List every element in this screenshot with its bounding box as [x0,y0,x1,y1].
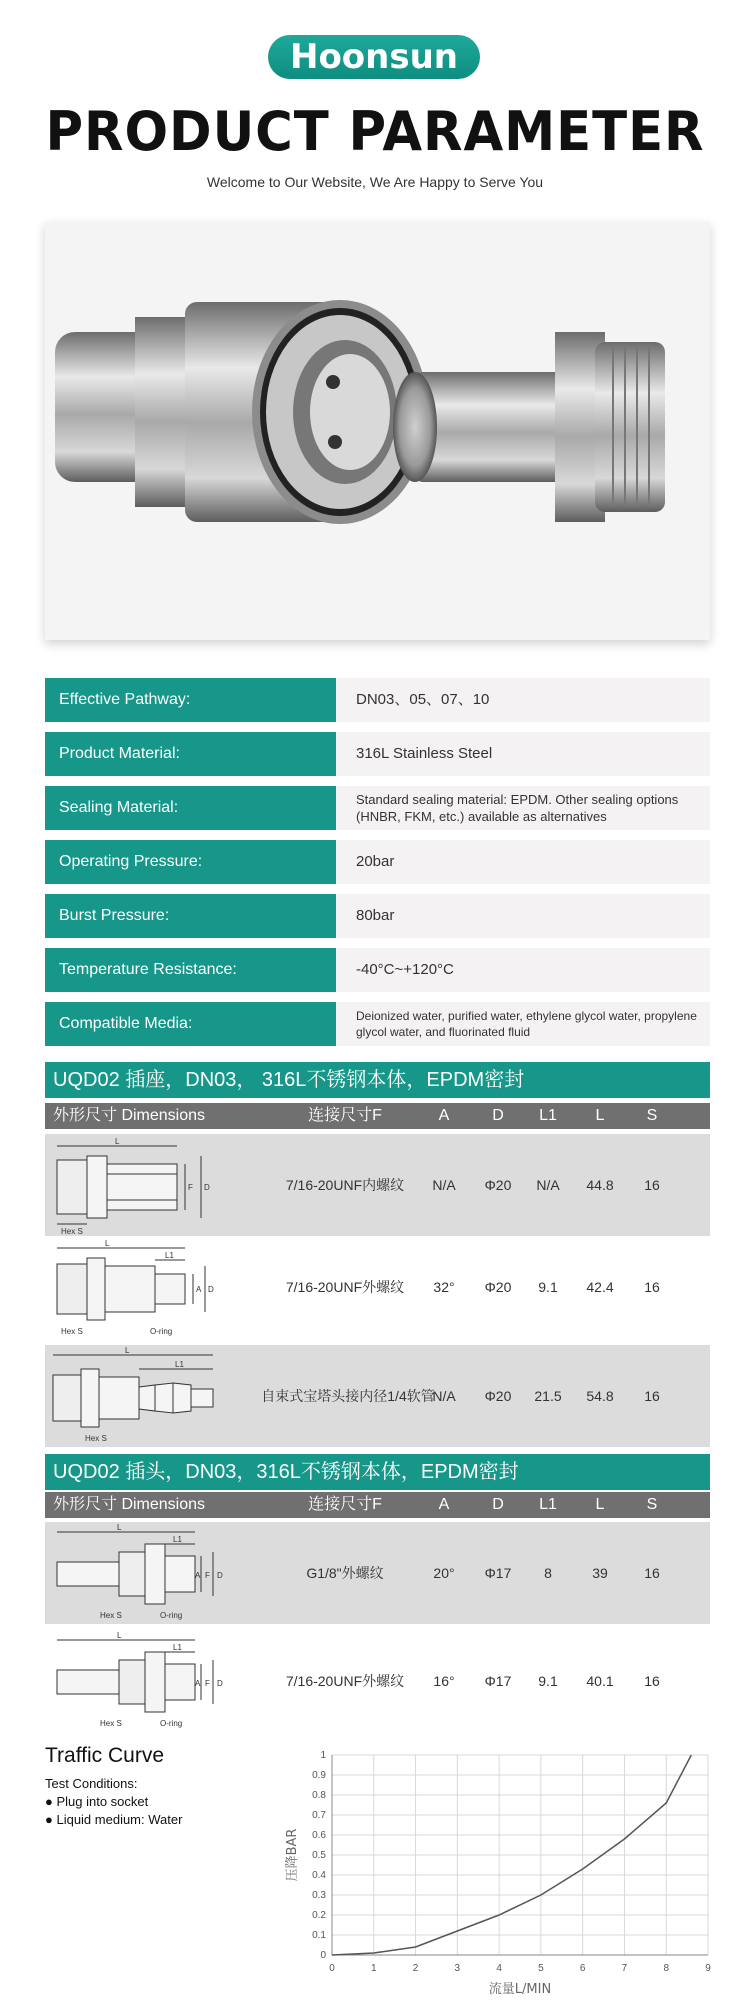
val-l1: 9.1 [538,1673,558,1689]
label-l: L [115,1137,120,1146]
x-tick-label: 1 [370,1963,377,1974]
table-row [45,1630,710,1732]
param-label: Compatible Media: [45,1002,336,1046]
param-value: DN03、05、07、10 [336,678,710,722]
param-value: 20bar [336,840,710,884]
x-tick-label: 8 [663,1963,670,1974]
val-l: 44.8 [586,1177,614,1193]
label-hex: Hex S [85,1434,107,1443]
param-row-media [45,1002,710,1046]
col-l1: L1 [539,1496,557,1513]
brand-logo: Hoonsun [268,35,480,79]
param-label: Burst Pressure: [45,894,336,938]
label-oring: O-ring [160,1719,183,1728]
label-d: D [204,1183,210,1192]
y-tick-label: 0.6 [312,1830,326,1841]
val-l: 40.1 [586,1673,614,1689]
socket-column-header [45,1103,710,1129]
y-tick-label: 0.3 [312,1890,326,1901]
condition-item: ● Plug into socket [45,1794,149,1809]
y-tick-label: 0.1 [312,1930,326,1941]
val-a: 32° [433,1279,455,1295]
y-tick-label: 0.8 [312,1790,326,1801]
param-row-pathway [45,678,710,722]
socket-drawing-3 [45,1345,245,1447]
plug-drawing-1 [45,1522,245,1624]
plug-section-heading: UQD02 插头，DN03，316L不锈钢本体，EPDM密封 [45,1454,710,1490]
val-a: N/A [432,1388,456,1404]
param-row-operating-pressure [45,840,710,884]
param-value: Standard sealing material: EPDM. Other sealing options (HNBR, FKM, etc.) available as alternatives [336,786,710,830]
param-value: 316L Stainless Steel [336,732,710,776]
col-l: L [595,1107,605,1124]
label-oring: O-ring [150,1327,173,1336]
col-a: A [438,1107,450,1124]
label-f: F [205,1571,210,1580]
label-d: D [217,1679,223,1688]
x-tick-label: 3 [454,1963,461,1974]
col-d: D [492,1496,504,1513]
val-l1: 21.5 [534,1388,562,1404]
y-tick-label: 0 [320,1950,326,1961]
x-tick-label: 4 [496,1963,502,1974]
conn-size: 7/16-20UNF外螺纹 [285,1673,405,1689]
col-a: A [438,1496,450,1513]
param-row-sealing [45,786,710,830]
col-l1: L1 [539,1107,557,1124]
socket-drawing-1 [45,1134,245,1236]
table-row [45,1236,710,1338]
table-row [45,1134,710,1236]
label-l1: L1 [173,1643,182,1652]
label-a: A [196,1285,202,1294]
val-l: 54.8 [586,1388,614,1404]
label-d: D [208,1285,214,1294]
label-l: L [125,1346,130,1355]
x-tick-label: 2 [412,1963,419,1974]
param-value: -40°C~+120°C [336,948,710,992]
val-d: Φ17 [484,1673,512,1689]
condition-text: Plug into socket [56,1794,149,1809]
val-l1: 8 [544,1565,552,1581]
col-dimensions: 外形尺寸 Dimensions [53,1496,206,1513]
label-oring: O-ring [160,1611,183,1620]
conditions-label: Test Conditions: [45,1776,138,1791]
y-tick-label: 0.4 [312,1870,326,1881]
x-tick-label: 0 [329,1963,335,1974]
label-f: F [205,1679,210,1688]
table-row [45,1345,710,1447]
val-s: 16 [644,1177,660,1193]
param-label: Temperature Resistance: [45,948,336,992]
col-s: S [646,1107,658,1124]
conn-size: G1/8"外螺纹 [306,1565,384,1581]
label-l: L [117,1631,122,1640]
y-axis-label: 压降BAR [285,1828,300,1882]
val-s: 16 [644,1388,660,1404]
val-a: 16° [433,1673,455,1689]
y-tick-label: 1 [320,1750,326,1761]
label-l: L [117,1523,122,1532]
col-connection: 连接尺寸F [308,1496,382,1513]
curve-title: Traffic Curve [45,1744,165,1767]
val-s: 16 [644,1565,660,1581]
x-tick-label: 7 [621,1963,628,1974]
socket-drawing-2 [45,1236,245,1338]
param-label: Operating Pressure: [45,840,336,884]
conn-size: 7/16-20UNF外螺纹 [285,1279,405,1295]
label-hex: Hex S [100,1719,122,1728]
col-d: D [492,1107,504,1124]
val-l1: 9.1 [538,1279,558,1295]
param-label: Effective Pathway: [45,678,336,722]
label-d: D [217,1571,223,1580]
col-connection: 连接尺寸F [308,1107,382,1124]
product-photo [45,222,710,640]
test-conditions [45,1775,182,1829]
y-tick-label: 0.5 [312,1850,326,1861]
traffic-curve-chart [280,1745,720,2000]
val-l1: N/A [536,1177,560,1193]
condition-item: ● Liquid medium: Water [45,1812,183,1827]
y-tick-label: 0.9 [312,1770,326,1781]
label-a: A [195,1679,201,1688]
conn-size: 7/16-20UNF内螺纹 [285,1177,405,1193]
val-s: 16 [644,1279,660,1295]
label-hex: Hex S [100,1611,122,1620]
param-row-material [45,732,710,776]
y-tick-label: 0.2 [312,1910,326,1921]
condition-text: Liquid medium: Water [56,1812,183,1827]
val-l: 39 [592,1565,608,1581]
x-tick-label: 6 [579,1963,586,1974]
label-hex: Hex S [61,1227,83,1236]
val-d: Φ20 [484,1388,512,1404]
val-l: 42.4 [586,1279,614,1295]
param-row-burst-pressure [45,894,710,938]
param-row-temperature [45,948,710,992]
col-s: S [646,1496,658,1513]
param-label: Product Material: [45,732,336,776]
col-l: L [595,1496,605,1513]
label-l: L [105,1239,110,1248]
val-d: Φ20 [484,1279,512,1295]
page-subtitle: Welcome to Our Website, We Are Happy to Serve You [206,174,544,190]
page-title: PRODUCT PARAMETER [45,100,705,163]
plug-drawing-2 [45,1630,245,1732]
val-d: Φ17 [484,1565,512,1581]
label-l1: L1 [175,1360,184,1369]
table-row [45,1522,710,1624]
label-l1: L1 [165,1251,174,1260]
conn-size: 自束式宝塔头接内径1/4软管 [261,1388,435,1404]
val-d: Φ20 [484,1177,512,1193]
param-value: Deionized water, purified water, ethylene glycol water, propylene glycol water, and fluorinated fluid [336,1002,710,1046]
val-a: 20° [433,1565,455,1581]
label-f: F [188,1183,193,1192]
y-tick-label: 0.7 [312,1810,326,1821]
val-a: N/A [432,1177,456,1193]
param-value: 80bar [336,894,710,938]
x-tick-label: 9 [705,1963,711,1974]
label-l1: L1 [173,1535,182,1544]
socket-section-heading: UQD02 插座，DN03， 316L不锈钢本体，EPDM密封 [45,1062,710,1098]
col-dimensions: 外形尺寸 Dimensions [53,1107,206,1124]
label-a: A [195,1571,201,1580]
val-s: 16 [644,1673,660,1689]
plug-column-header [45,1492,710,1518]
label-hex: Hex S [61,1327,83,1336]
x-axis-label: 流量L/MIN [488,1982,552,1997]
x-tick-label: 5 [538,1963,544,1974]
param-label: Sealing Material: [45,786,336,830]
